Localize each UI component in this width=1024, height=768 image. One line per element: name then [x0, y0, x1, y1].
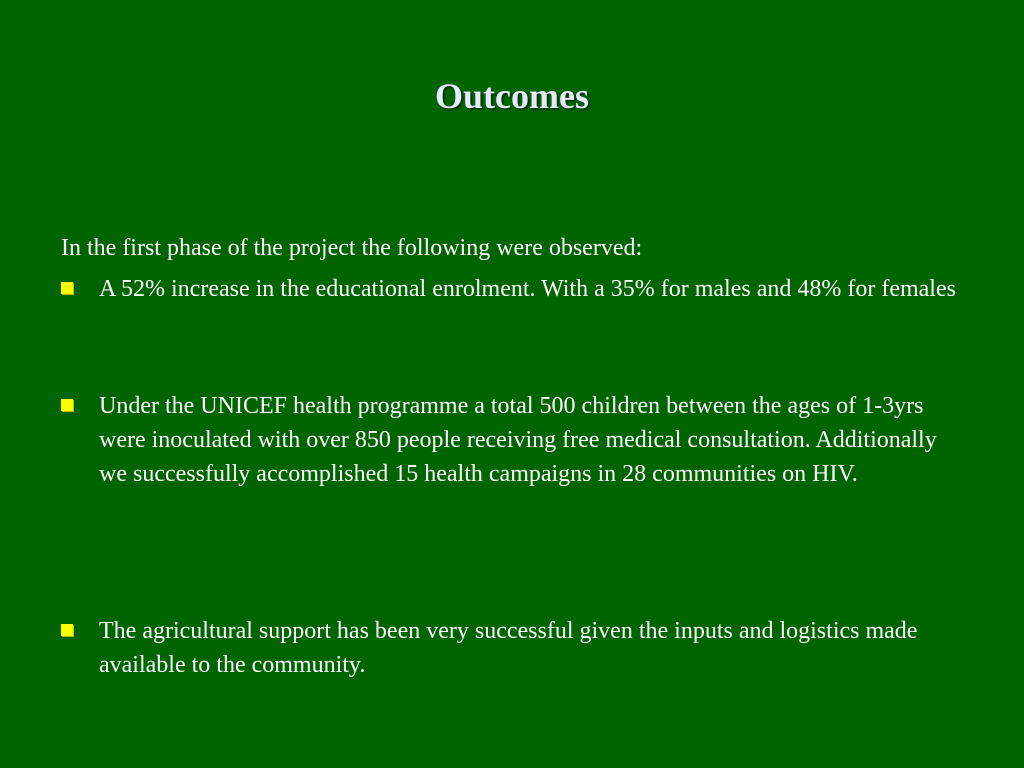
square-bullet-icon — [61, 624, 73, 636]
intro-text: In the first phase of the project the following were observed: — [61, 235, 643, 261]
slide-title: Outcomes — [435, 76, 589, 116]
bullet-text: The agricultural support has been very successful given the inputs and logistics made available to the community. — [99, 618, 918, 678]
bullet-item-agriculture — [61, 614, 961, 682]
bullet-text: A 52% increase in the educational enrolment. With a 35% for males and 48% for females — [99, 276, 956, 302]
square-bullet-icon — [61, 399, 73, 411]
square-bullet-icon — [61, 282, 73, 294]
bullet-item-enrolment — [61, 272, 961, 306]
bullet-text: Under the UNICEF health programme a total 500 children between the ages of 1-3yrs were inoculated with over 850 people receiving free medical consultation. Additionally we successfully accomplished 15 health campaigns in 28 communities on HIV. — [99, 393, 937, 487]
bullet-item-health — [61, 389, 961, 491]
